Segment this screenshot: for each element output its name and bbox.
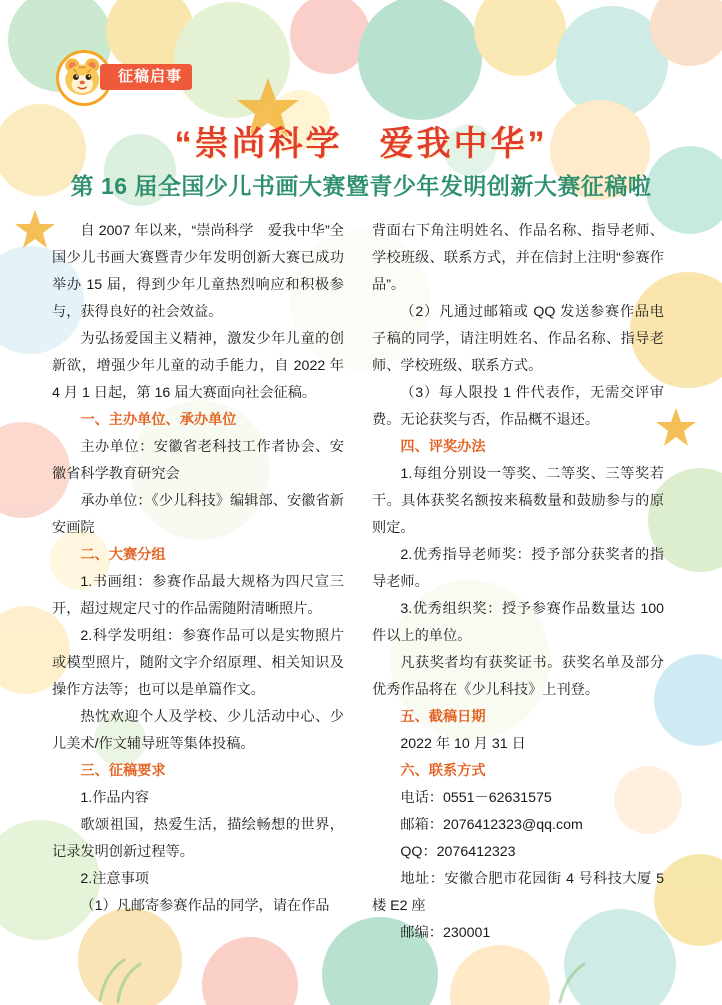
- section-heading: 四、评奖办法: [400, 439, 486, 455]
- submission-notice-ribbon: 征稿启事: [100, 64, 192, 90]
- body-paragraph: 2.优秀指导老师奖：授予部分获奖者的指导老师。: [372, 547, 664, 590]
- body-paragraph: 1.每组分别设一等奖、二等奖、三等奖若干。具体获奖名额按来稿数量和鼓励参与的原则定。: [372, 466, 664, 536]
- body-paragraph: 自 2007 年以来，“崇尚科学 爱我中华”全国少儿书画大赛暨青少年发明创新大赛已成功举办 15 届，得到少年儿童热烈响应和积极参与，获得良好的社会效益。: [52, 223, 344, 320]
- body-paragraph: 2.注意事项: [80, 871, 149, 887]
- page-title: “崇尚科学 爱我中华”: [174, 125, 548, 163]
- body-paragraph: 地址：安徽合肥市花园街 4 号科技大厦 5 楼 E2 座: [372, 871, 664, 914]
- body-paragraph: 背面右下角注明姓名、作品名称、指导老师、学校班级、联系方式，并在信封上注明“参赛作品”。: [372, 223, 664, 293]
- body-paragraph: （1）凡邮寄参赛作品的同学，请在作品: [80, 898, 330, 914]
- body-paragraph: 1.作品内容: [80, 790, 149, 806]
- contact-line: 邮箱：2076412323@qq.com: [400, 817, 583, 833]
- contact-line: 电话：0551－62631575: [400, 790, 552, 806]
- section-heading: 一、主办单位、承办单位: [80, 412, 237, 428]
- section-heading: 五、截稿日期: [400, 709, 486, 725]
- body-paragraph: 为弘扬爱国主义精神，激发少年儿童的创新欲，增强少年儿童的动手能力，自 2022 年 4 月 1 日起，第 16 届大赛面向社会征稿。: [52, 331, 344, 401]
- body-paragraph: 3.优秀组织奖：授予参赛作品数量达 100 件以上的单位。: [372, 601, 664, 644]
- contact-line: 邮编：230001: [400, 925, 491, 941]
- body-paragraph: （2）凡通过邮箱或 QQ 发送参赛作品电子稿的同学，请注明姓名、作品名称、指导老师、学校班级、联系方式。: [372, 304, 664, 374]
- body-paragraph: 2.科学发明组：参赛作品可以是实物照片或模型照片，随附文字介绍原理、相关知识及操作方法等；也可以是单篇作文。: [52, 628, 344, 698]
- body-paragraph: 热忱欢迎个人及学校、少儿活动中心、少儿美术/作文辅导班等集体投稿。: [52, 709, 344, 752]
- body-paragraph: 凡获奖者均有获奖证书。获奖名单及部分优秀作品将在《少儿科技》上刊登。: [372, 655, 664, 698]
- body-paragraph: 承办单位：《少儿科技》编辑部、安徽省新安画院: [52, 493, 344, 536]
- section-heading: 二、大赛分组: [80, 547, 166, 563]
- contact-line: 2022 年 10 月 31 日: [400, 736, 526, 752]
- section-heading: 三、征稿要求: [80, 763, 166, 779]
- page-subtitle: 第 16 届全国少儿书画大赛暨青少年发明创新大赛征稿啦: [70, 173, 652, 199]
- body-paragraph: 歌颂祖国，热爱生活，描绘畅想的世界，记录发明创新过程等。: [52, 817, 344, 860]
- body-paragraph: 1.书画组：参赛作品最大规格为四尺宣三开，超过规定尺寸的作品需随附清晰照片。: [52, 574, 344, 617]
- right-text-column: [372, 218, 664, 947]
- contact-line: QQ：2076412323: [400, 844, 516, 860]
- section-heading: 六、联系方式: [400, 763, 486, 779]
- body-paragraph: （3）每人限投 1 件代表作，无需交评审费。无论获奖与否，作品概不退还。: [372, 385, 664, 428]
- left-text-column: [52, 218, 344, 920]
- body-paragraph: 主办单位：安徽省老科技工作者协会、安徽省科学教育研究会: [52, 439, 344, 482]
- mascot-badge: [56, 50, 236, 106]
